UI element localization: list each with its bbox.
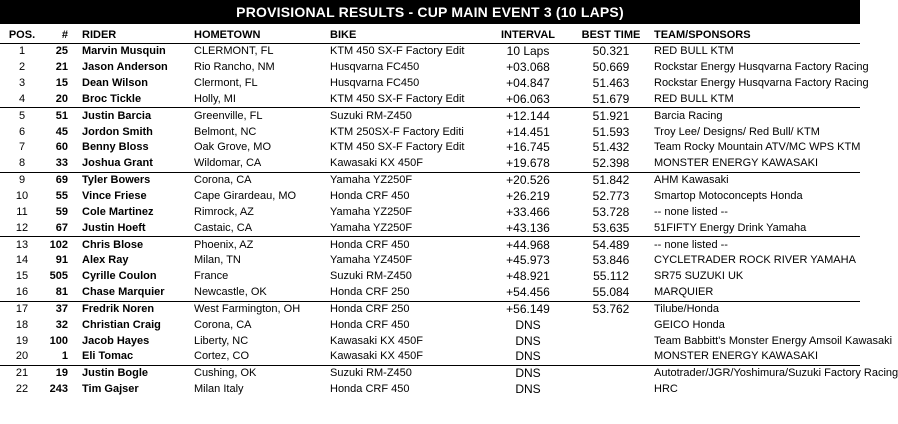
cell-best-time: 53.762: [576, 301, 646, 317]
cell-hometown: Cortez, CO: [194, 350, 250, 363]
cell-rider: Tim Gajser: [82, 383, 139, 396]
cell-team: MARQUIER: [654, 286, 714, 299]
cell-interval: DNS: [515, 317, 541, 332]
cell-hometown: Newcastle, OK: [194, 286, 267, 299]
results-title: PROVISIONAL RESULTS - CUP MAIN EVENT 3 (10 LAPS): [0, 0, 860, 24]
cell-interval: +20.526: [480, 172, 576, 188]
table-row: [0, 333, 860, 349]
header-pos: POS.: [0, 27, 44, 44]
cell-number: 33: [55, 157, 68, 170]
cell-number: 20: [55, 92, 68, 105]
cell-bike: Suzuki RM-Z450: [330, 108, 480, 124]
cell-number: 25: [55, 45, 68, 58]
header-rider: RIDER: [74, 27, 194, 44]
cell-rider: Tyler Bowers: [74, 172, 194, 188]
cell-best-time: 51.679: [592, 91, 630, 106]
cell-interval: +56.149: [480, 301, 576, 317]
cell-number: 243: [49, 383, 68, 396]
cell-pos: 2: [18, 61, 26, 74]
cell-pos: 13: [0, 237, 44, 253]
cell-hometown: Greenville, FL: [194, 108, 330, 124]
cell-number: 60: [55, 141, 68, 154]
cell-team: MONSTER ENERGY KAWASAKI: [654, 157, 819, 170]
table-row: [0, 108, 860, 124]
cell-team: MONSTER ENERGY KAWASAKI: [654, 350, 819, 363]
cell-interval: 10 Laps: [506, 44, 550, 59]
table-row: [0, 301, 860, 317]
cell-hometown: Phoenix, AZ: [194, 237, 330, 253]
cell-best-time: 50.321: [592, 44, 630, 59]
cell-interval: +19.678: [506, 156, 550, 171]
cell-pos: 18: [15, 318, 29, 331]
table-header-row: [0, 27, 860, 44]
cell-hometown: Cushing, OK: [194, 365, 330, 381]
cell-bike: Yamaha YZ250F: [330, 172, 480, 188]
cell-number: 45: [55, 125, 68, 138]
cell-best-time: 52.773: [592, 189, 630, 204]
table-row: [0, 92, 860, 108]
header-bike: BIKE: [330, 27, 480, 44]
cell-hometown: Corona, CA: [194, 318, 252, 331]
results-table: [0, 27, 898, 398]
cell-hometown: Belmont, NC: [194, 125, 257, 138]
cell-team: Rockstar Energy Husqvarna Factory Racing: [654, 77, 869, 90]
cell-rider: Alex Ray: [82, 254, 129, 267]
cell-best-time: [576, 317, 646, 333]
cell-best-time: 55.112: [593, 269, 629, 284]
cell-team: RED BULL KTM: [654, 92, 734, 105]
cell-bike: Yamaha YZ450F: [330, 254, 413, 267]
cell-bike: Honda CRF 450: [330, 318, 410, 331]
cell-rider: Justin Barcia: [74, 108, 194, 124]
cell-number: 37: [44, 301, 74, 317]
cell-team: Smartop Motoconcepts Honda: [654, 190, 803, 203]
cell-best-time: 51.842: [576, 172, 646, 188]
cell-pos: 4: [18, 92, 26, 105]
cell-hometown: West Farmington, OH: [194, 301, 330, 317]
cell-interval: +06.063: [506, 91, 550, 106]
cell-hometown: Cape Girardeau, MO: [194, 190, 297, 203]
table-row: [0, 124, 860, 140]
cell-rider: Justin Bogle: [74, 365, 194, 381]
header-team: TEAM/SPONSORS: [646, 27, 860, 44]
cell-pos: 7: [18, 141, 26, 154]
cell-bike: KTM 450 SX-F Factory Edit: [330, 141, 465, 154]
cell-interval: +04.847: [506, 76, 550, 91]
cell-rider: Fredrik Noren: [74, 301, 194, 317]
cell-best-time: [576, 365, 646, 381]
cell-rider: Vince Friese: [82, 190, 147, 203]
cell-rider: Jacob Hayes: [82, 334, 150, 347]
cell-bike: Suzuki RM-Z450: [330, 365, 480, 381]
cell-hometown: Liberty, NC: [194, 334, 249, 347]
cell-hometown: Clermont, FL: [194, 77, 258, 90]
cell-number: 19: [44, 365, 74, 381]
cell-bike: Kawasaki KX 450F: [330, 334, 423, 347]
cell-rider: Chase Marquier: [82, 286, 165, 299]
cell-interval: +26.219: [506, 189, 550, 204]
cell-bike: Kawasaki KX 450F: [330, 157, 423, 170]
cell-bike: Honda CRF 250: [330, 301, 480, 317]
cell-pos: 12: [15, 221, 29, 234]
cell-best-time: 50.669: [592, 60, 630, 75]
cell-hometown: Rimrock, AZ: [194, 205, 254, 218]
cell-rider: Eli Tomac: [82, 350, 134, 363]
header-number: #: [44, 27, 74, 44]
cell-bike: Husqvarna FC450: [330, 77, 420, 90]
cell-rider: Justin Hoeft: [82, 221, 146, 234]
cell-pos: 10: [15, 190, 29, 203]
table-row: [0, 253, 860, 269]
table-row: [0, 349, 860, 365]
cell-rider: Marvin Musquin: [82, 45, 166, 58]
cell-rider: Cyrille Coulon: [82, 270, 157, 283]
cell-best-time: 52.398: [592, 156, 630, 171]
cell-interval: +33.466: [506, 204, 550, 219]
cell-bike: Honda CRF 450: [330, 190, 410, 203]
cell-pos: 5: [0, 108, 44, 124]
table-row: [0, 220, 860, 236]
cell-pos: 16: [15, 286, 29, 299]
cell-interval: DNS: [480, 365, 576, 381]
cell-team: Barcia Racing: [646, 108, 860, 124]
cell-number: 59: [55, 205, 68, 218]
cell-rider: Dean Wilson: [82, 77, 148, 90]
cell-bike: Honda CRF 450: [330, 383, 410, 396]
cell-pos: 21: [0, 365, 44, 381]
cell-team: SR75 SUZUKI UK: [654, 270, 744, 283]
cell-hometown: Milan Italy: [194, 383, 244, 396]
header-hometown: HOMETOWN: [194, 27, 330, 44]
header-best-time: BEST TIME: [576, 27, 646, 44]
cell-best-time: [576, 382, 646, 398]
cell-pos: 20: [15, 350, 29, 363]
cell-interval: +43.136: [506, 220, 550, 235]
cell-hometown: Milan, TN: [194, 254, 241, 267]
cell-team: 51FIFTY Energy Drink Yamaha: [654, 221, 807, 234]
cell-pos: 11: [16, 205, 28, 218]
cell-team: Team Rocky Mountain ATV/MC WPS KTM: [654, 141, 861, 154]
cell-team: AHM Kawasaki: [646, 172, 860, 188]
cell-best-time: 51.593: [592, 124, 630, 139]
cell-bike: Honda CRF 450: [330, 237, 480, 253]
cell-bike: Kawasaki KX 450F: [330, 350, 423, 363]
cell-number: 91: [55, 254, 68, 267]
cell-pos: 15: [15, 270, 29, 283]
cell-hometown: Rio Rancho, NM: [194, 61, 275, 74]
cell-interval: +03.068: [506, 60, 550, 75]
cell-bike: Suzuki RM-Z450: [330, 270, 412, 283]
cell-interval: +44.968: [480, 237, 576, 253]
table-row: [0, 204, 860, 220]
cell-interval: DNS: [515, 382, 541, 397]
cell-best-time: 53.846: [592, 253, 630, 268]
cell-rider: Christian Craig: [82, 318, 161, 331]
cell-hometown: Holly, MI: [194, 92, 236, 105]
cell-number: 32: [55, 318, 68, 331]
cell-team: Troy Lee/ Designs/ Red Bull/ KTM: [654, 125, 820, 138]
cell-number: 100: [49, 334, 68, 347]
cell-team: Team Babbitt's Monster Energy Amsoil Kawasaki: [654, 334, 893, 347]
cell-pos: 1: [18, 45, 26, 58]
cell-best-time: 51.432: [592, 140, 630, 155]
cell-pos: 6: [18, 125, 26, 138]
cell-bike: KTM 450 SX-F Factory Edit: [330, 45, 465, 58]
cell-best-time: [576, 333, 646, 349]
cell-best-time: 55.084: [592, 285, 630, 300]
cell-team: -- none listed --: [654, 205, 728, 218]
cell-bike: KTM 450 SX-F Factory Edit: [330, 92, 465, 105]
cell-team: Autotrader/JGR/Yoshimura/Suzuki Factory Racing: [646, 365, 860, 381]
cell-bike: Yamaha YZ250F: [330, 205, 413, 218]
cell-team: CYCLETRADER ROCK RIVER YAMAHA: [654, 254, 856, 267]
cell-number: 69: [44, 172, 74, 188]
table-row: [0, 237, 860, 253]
cell-best-time: 51.463: [592, 76, 630, 91]
cell-hometown: CLERMONT, FL: [194, 45, 274, 58]
cell-best-time: 53.635: [592, 220, 630, 235]
table-row: [0, 285, 860, 301]
cell-number: 1: [61, 350, 68, 363]
cell-rider: Jordon Smith: [82, 125, 153, 138]
table-row: [0, 44, 860, 60]
cell-team: Tilube/Honda: [646, 301, 860, 317]
cell-bike: Honda CRF 250: [330, 286, 410, 299]
cell-number: 15: [55, 77, 68, 90]
cell-pos: 9: [0, 172, 44, 188]
results-body: [0, 44, 898, 398]
cell-interval: DNS: [515, 333, 541, 348]
table-row: [0, 140, 860, 156]
cell-hometown: Wildomar, CA: [194, 157, 262, 170]
cell-number: 21: [55, 61, 68, 74]
cell-interval: +45.973: [506, 253, 550, 268]
cell-rider: Benny Bloss: [82, 141, 149, 154]
cell-rider: Joshua Grant: [82, 157, 153, 170]
table-row: [0, 172, 860, 188]
cell-hometown: Castaic, CA: [194, 221, 253, 234]
cell-rider: Chris Blose: [74, 237, 194, 253]
cell-team: RED BULL KTM: [654, 45, 734, 58]
cell-team: HRC: [654, 383, 678, 396]
table-row: [0, 189, 860, 205]
cell-rider: Broc Tickle: [82, 92, 142, 105]
table-row: [0, 76, 860, 92]
cell-hometown: Corona, CA: [194, 172, 330, 188]
cell-interval: +48.921: [506, 269, 550, 284]
cell-team: GEICO Honda: [654, 318, 725, 331]
cell-team: Rockstar Energy Husqvarna Factory Racing: [654, 61, 869, 74]
cell-best-time: [576, 349, 646, 365]
header-interval: INTERVAL: [480, 27, 576, 44]
cell-pos: 3: [18, 77, 26, 90]
cell-rider: Jason Anderson: [82, 61, 168, 74]
cell-best-time: 54.489: [576, 237, 646, 253]
cell-team: -- none listed --: [646, 237, 860, 253]
cell-bike: KTM 250SX-F Factory Editi: [330, 125, 464, 138]
cell-best-time: 51.921: [576, 108, 646, 124]
cell-interval: +54.456: [506, 285, 550, 300]
cell-pos: 19: [15, 334, 29, 347]
cell-rider: Cole Martinez: [82, 205, 154, 218]
cell-pos: 8: [18, 157, 26, 170]
cell-number: 102: [44, 237, 74, 253]
cell-interval: +14.451: [506, 124, 550, 139]
cell-hometown: Oak Grove, MO: [194, 141, 272, 154]
table-row: [0, 317, 860, 333]
cell-number: 505: [49, 270, 68, 283]
table-row: [0, 382, 860, 398]
cell-number: 67: [55, 221, 68, 234]
cell-best-time: 53.728: [592, 204, 630, 219]
table-row: [0, 60, 860, 76]
cell-number: 55: [55, 190, 68, 203]
cell-pos: 17: [0, 301, 44, 317]
cell-interval: +12.144: [480, 108, 576, 124]
cell-pos: 22: [15, 383, 29, 396]
table-row: [0, 365, 860, 381]
cell-hometown: France: [194, 270, 229, 283]
cell-bike: Yamaha YZ250F: [330, 221, 413, 234]
cell-interval: +16.745: [506, 140, 550, 155]
table-row: [0, 269, 860, 285]
cell-number: 81: [55, 286, 68, 299]
cell-interval: DNS: [515, 349, 541, 364]
cell-number: 51: [44, 108, 74, 124]
table-row: [0, 156, 860, 172]
cell-bike: Husqvarna FC450: [330, 61, 420, 74]
cell-pos: 14: [15, 254, 29, 267]
